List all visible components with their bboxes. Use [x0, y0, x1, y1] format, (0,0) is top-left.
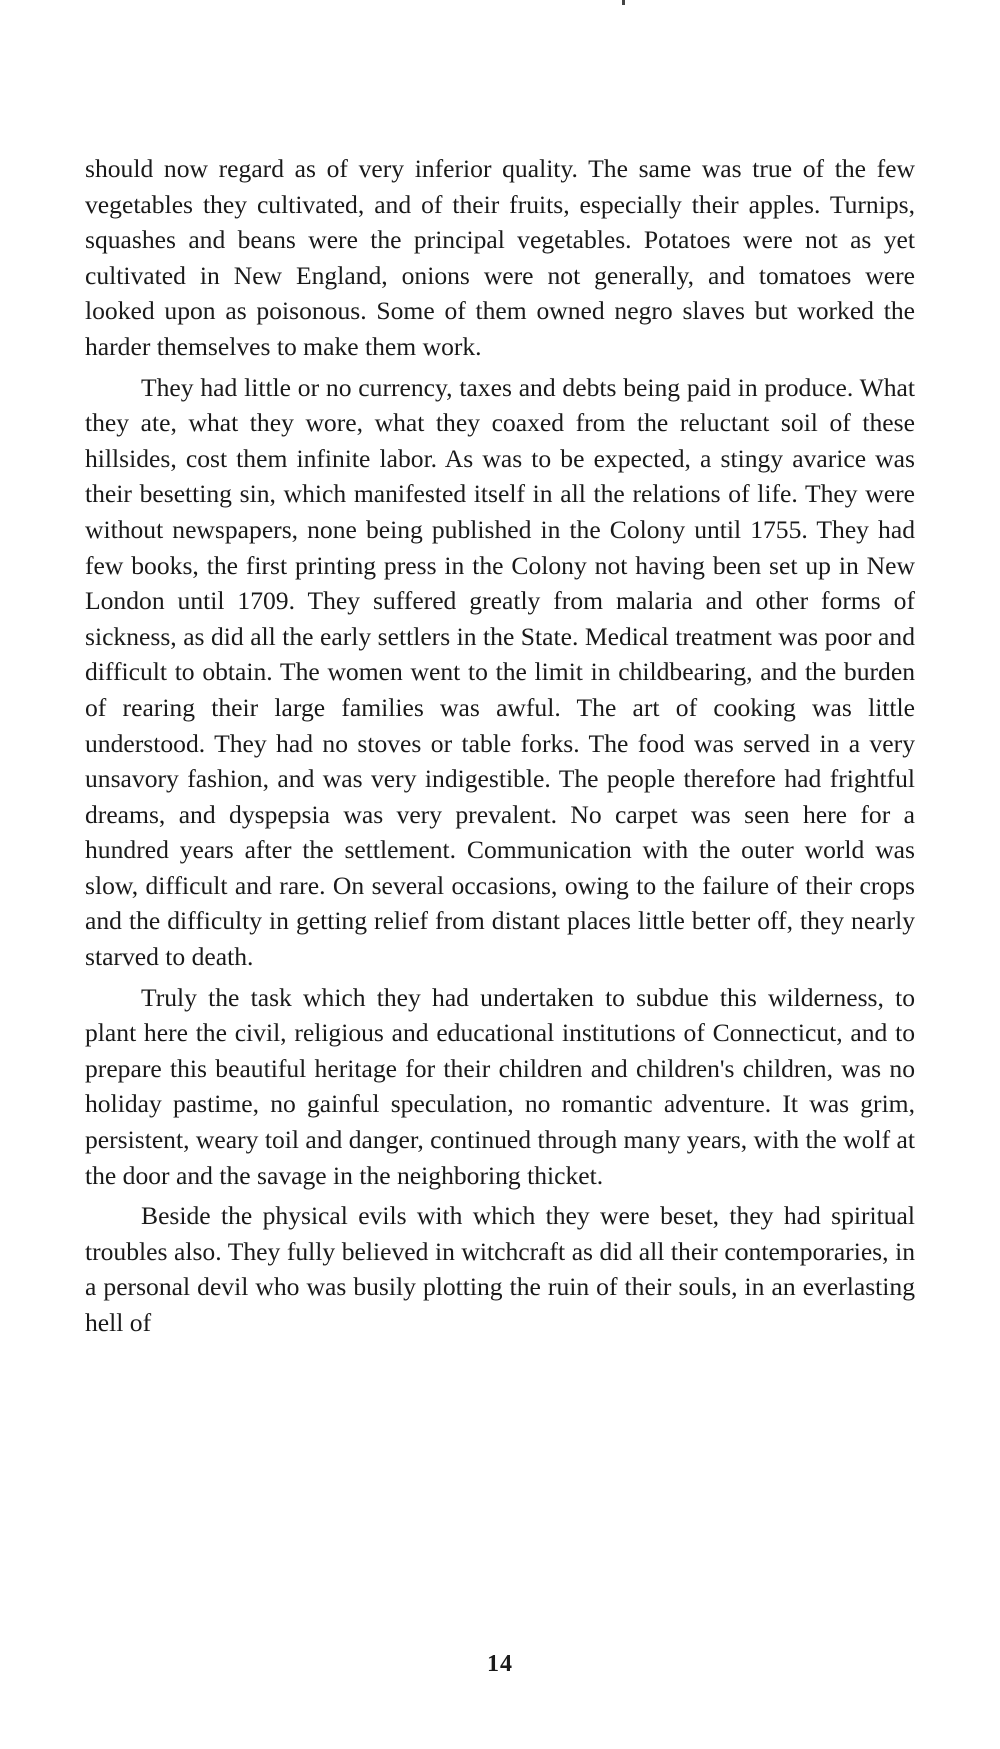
paragraph-spiritual: Beside the physical evils with which they were beset, they had spiritual troubles also. They fully believed in witchcraft as did all their contemporaries, in a personal devil who was busily plotting the ruin of their souls, in an everlasting hell of	[85, 1201, 915, 1337]
paragraph-continued: should now regard as of very inferior quality. The same was true of the few vegetables they cultivated, and of their fruits, especially their apples. Turnips, squashes and beans were the principal vegetables. Potatoes were not as yet cultivated in New England, onions were not generally, and tomatoes were looked upon as poisonous. Some of them owned negro slaves but worked the harder themselves to make them work.	[85, 154, 915, 361]
paragraph-task: Truly the task which they had undertaken to subdue this wilderness, to plant here the civil, religious and educational institutions of Connecticut, and to prepare this beautiful heritage for their children and children's children, was no holiday pastime, no gainful speculation, no romantic adventure. It was grim, persistent, weary toil and danger, continued through many years, with the wolf at the door and the savage in the neighboring thicket.	[85, 982, 915, 1190]
top-edge-mark	[622, 0, 625, 5]
page-number: 14	[487, 1651, 513, 1677]
paragraph-currency: They had little or no currency, taxes and debts being paid in produce. What they ate, what they wore, what they coaxed from the reluctant soil of these hillsides, cost them infinite labor. As was to be expected, a stingy avarice was their besetting sin, which manifested itself in all the relations of life. They were without newspapers, none being published in the Colony until 1755. They had few books, the first printing press in the Colony not having been set up in New London until 1709. They suffered greatly from malaria and other forms of sickness, as did all the early settlers in the State. Medical treatment was poor and difficult to obtain. The women went to the limit in childbearing, and the burden of rearing their large families was awful. The art of cooking was little understood. They had no stoves or table forks. The food was served in a very unsavory fashion, and was very indigestible. The people therefore had frightful dreams, and dyspepsia was very prevalent. No carpet was seen here for a hundred years after the settlement. Communication with the outer world was slow, difficult and rare. On several occasions, owing to the failure of their crops and the difficulty in getting relief from distant places little better off, they nearly starved to death.	[85, 372, 915, 972]
body-text	[85, 151, 915, 1341]
